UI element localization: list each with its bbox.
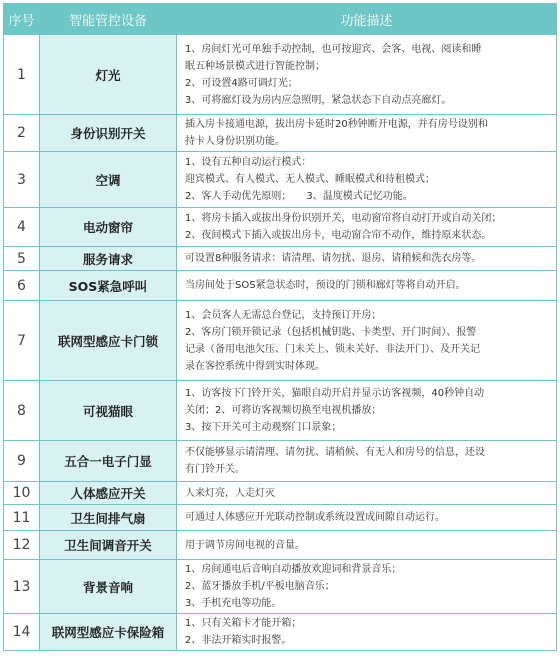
description-line: 1、会员客人无需总台登记，支持预订开房； [185, 309, 382, 321]
device-name: 灯光 [40, 35, 177, 115]
function-description [177, 531, 557, 560]
function-description [177, 247, 557, 271]
description-line: 2、可设置4路可调灯光； [185, 77, 298, 89]
table-row [4, 247, 557, 271]
table-row [4, 441, 557, 482]
row-number: 3 [4, 152, 40, 208]
description-line: 3、手机充电等功能。 [185, 598, 282, 609]
device-name: 联网型感应卡门锁 [40, 301, 177, 381]
row-number: 8 [4, 381, 40, 441]
description-line: 1、房间灯光可单独手动控制，也可按迎宾、会客、电视、阅读和睡 [185, 43, 482, 55]
row-number: 10 [4, 482, 40, 505]
description-line: 2、客房门锁开锁记录（包括机械钥匙、卡类型、开门时间）、报警 [185, 326, 477, 338]
device-name: SOS紧急呼叫 [40, 271, 177, 301]
function-description [177, 271, 557, 301]
table-header-row [4, 4, 557, 35]
description-line: 用于调节房间电视的音量。 [185, 539, 305, 551]
description-line: 关闭；2、可将访客视频切换至电视机播放； [185, 405, 382, 416]
function-description [177, 614, 557, 651]
table-row [4, 560, 557, 614]
row-number: 7 [4, 301, 40, 381]
function-description [177, 560, 557, 614]
row-number: 14 [4, 614, 40, 651]
description-line: 2、蓝牙播放手机/平板电脑音乐； [185, 581, 335, 592]
function-description [177, 505, 557, 531]
function-description [177, 115, 557, 152]
feature-table [3, 3, 557, 651]
row-number: 1 [4, 35, 40, 115]
row-number: 2 [4, 115, 40, 152]
description-line: 3、可将廊灯设为房内应急照明，紧急状态下自动点亮廊灯。 [185, 94, 452, 106]
device-name: 五合一电子门显 [40, 441, 177, 482]
row-number: 12 [4, 531, 40, 560]
table-row [4, 271, 557, 301]
table-row [4, 301, 557, 381]
header-device: 智能管控设备 [40, 4, 177, 35]
table-row [4, 531, 557, 560]
device-name: 可视猫眼 [40, 381, 177, 441]
row-number: 6 [4, 271, 40, 301]
function-description [177, 482, 557, 505]
row-number: 9 [4, 441, 40, 482]
function-description [177, 301, 557, 381]
description-line: 2、夜间模式下插入或拔出房卡，电动窗合帘不动作，维持原来状态。 [185, 230, 492, 241]
function-description [177, 441, 557, 482]
feature-table-container [3, 3, 557, 651]
function-description [177, 35, 557, 115]
description-line: 迎宾模式、有人模式、无人模式、睡眠模式和待租模式； [185, 174, 435, 185]
row-number: 11 [4, 505, 40, 531]
description-line: 2、客人手动优先原则； 3、温度模式记忆功能。 [185, 191, 413, 202]
description-line: 3、按下开关可主动观察门口景象； [185, 422, 342, 433]
description-line: 1、设有五种自动运行模式： [185, 157, 312, 168]
table-row [4, 35, 557, 115]
description-line: 1、房间通电后音响自动播放欢迎词和背景音乐； [185, 564, 402, 575]
device-name: 背景音响 [40, 560, 177, 614]
device-name: 卫生间调音开关 [40, 531, 177, 560]
device-name: 联网型感应卡保险箱 [40, 614, 177, 651]
row-number: 4 [4, 208, 40, 247]
description-line: 不仅能够显示请清理、请勿扰、请稍候、有无人和房号的信息，还设 [185, 447, 485, 458]
table-row [4, 208, 557, 247]
description-line: 持卡人身份识别功能。 [185, 136, 285, 147]
description-line: 眠五种场景模式进行智能控制； [185, 60, 325, 72]
description-line: 当房间处于SOS紧急状态时，预设的门锁和廊灯等将自动开启。 [185, 280, 466, 291]
header-desc: 功能描述 [177, 4, 557, 35]
table-row [4, 115, 557, 152]
description-line: 1、只有关箱卡才能开箱； [185, 618, 302, 629]
device-name: 人体感应开关 [40, 482, 177, 505]
row-number: 13 [4, 560, 40, 614]
table-row [4, 505, 557, 531]
description-line: 录在客控系统中得到实时体现。 [185, 360, 325, 372]
description-line: 插入房卡接通电源，拔出房卡延时20秒钟断开电源，并有房号设别和 [185, 119, 488, 130]
description-line: 可通过人体感应开光联动控制或系统设置成间隙自动运行。 [185, 512, 445, 523]
description-line: 记录（备用电池欠压、门未关上、锁未关好、非法开门）、及开关记 [185, 343, 480, 355]
description-line: 有门铃开关。 [185, 464, 245, 475]
device-name: 服务请求 [40, 247, 177, 271]
table-row [4, 381, 557, 441]
function-description [177, 152, 557, 208]
table-row [4, 482, 557, 505]
description-line: 2、非法开箱实时报警。 [185, 635, 292, 646]
description-line: 人来灯亮，人走灯灭 [185, 487, 275, 499]
device-name: 身份识别开关 [40, 115, 177, 152]
description-line: 1、访客按下门铃开关，猫眼自动开启并显示访客视频，40秒钟自动 [185, 388, 485, 399]
row-number: 5 [4, 247, 40, 271]
table-body [4, 35, 557, 651]
device-name: 空调 [40, 152, 177, 208]
table-row [4, 152, 557, 208]
table-row [4, 614, 557, 651]
header-no: 序号 [4, 4, 40, 35]
description-line: 可设置8种服务请求：请清理、请勿扰、退房、请稍候和洗衣房等。 [185, 253, 482, 264]
function-description [177, 381, 557, 441]
device-name: 电动窗帘 [40, 208, 177, 247]
device-name: 卫生间排气扇 [40, 505, 177, 531]
description-line: 1、将房卡插入或拔出身份识别开关，电动窗帘将自动打开或自动关闭； [185, 213, 502, 224]
function-description [177, 208, 557, 247]
